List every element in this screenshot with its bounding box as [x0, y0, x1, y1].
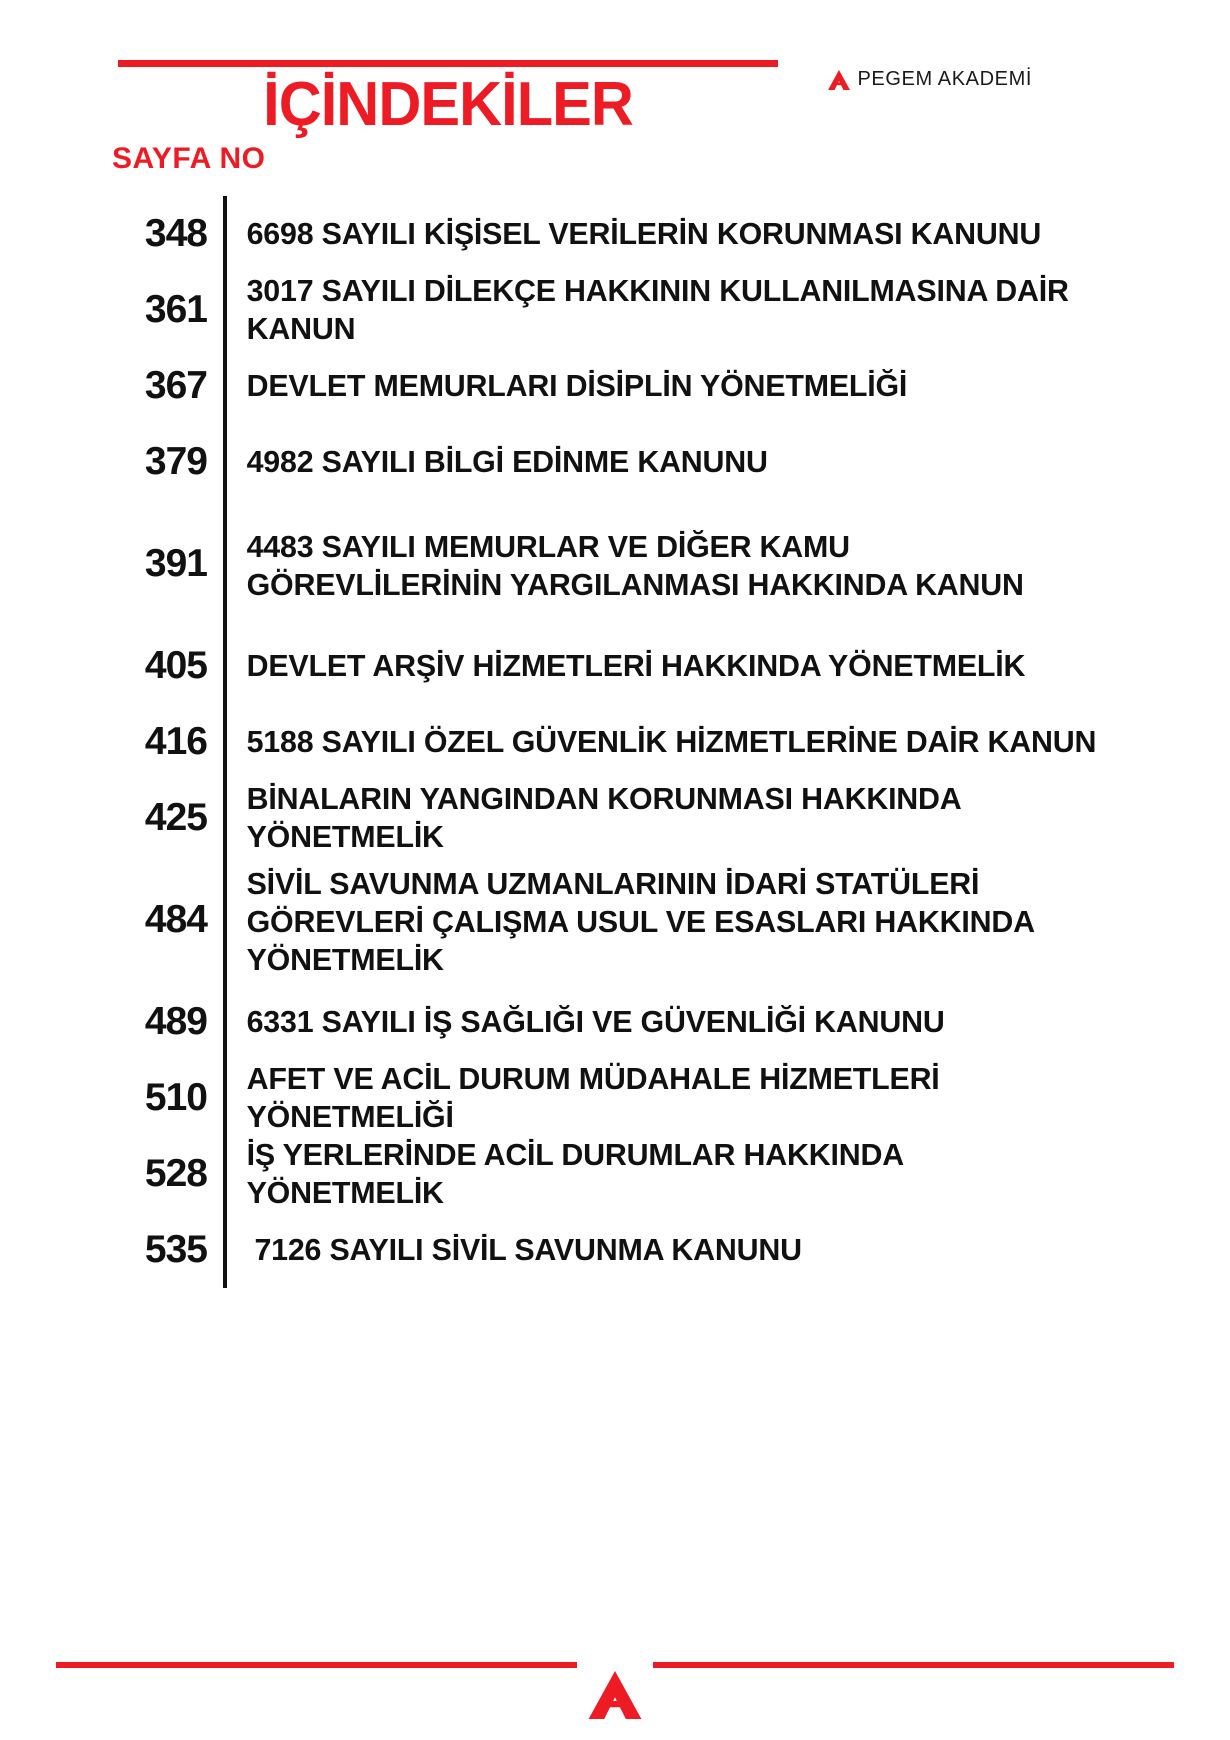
- toc-entry[interactable]: [118, 272, 1118, 348]
- toc-entry-page-number: 484: [144, 898, 207, 941]
- page-number-column-label: SAYFA NO: [112, 142, 266, 175]
- toc-entry[interactable]: [118, 348, 1118, 424]
- toc-entry[interactable]: [118, 1136, 1118, 1212]
- toc-entry-title: DEVLET MEMURLARI DİSİPLİN YÖNETMELİĞİ: [246, 368, 908, 404]
- toc-entry[interactable]: [118, 780, 1118, 856]
- toc-entry-title: 6698 SAYILI KİŞİSEL VERİLERİN KORUNMASI KANUNU: [246, 216, 1042, 252]
- toc-entry-title: İŞ YERLERİNDE ACİL DURUMLAR HAKKINDA YÖNETMELİK: [246, 1137, 903, 1210]
- header-top-rule: [118, 60, 778, 67]
- toc-entry-page-number: 528: [144, 1152, 207, 1195]
- toc-entry-title: 4982 SAYILI BİLGİ EDİNME KANUNU: [246, 444, 768, 480]
- toc-list: [118, 196, 1118, 1288]
- toc-entry[interactable]: [118, 196, 1118, 272]
- pegem-a-logo-icon: [828, 70, 850, 90]
- toc-entry-page-number: 361: [144, 288, 207, 331]
- brand-logo: [828, 68, 1032, 91]
- toc-entry-title: 7126 SAYILI SİVİL SAVUNMA KANUNU: [254, 1232, 802, 1268]
- toc-entry[interactable]: [118, 1212, 1118, 1288]
- toc-entry-title: SİVİL SAVUNMA UZMANLARININ İDARİ STATÜLERİ GÖREVLERİ ÇALIŞMA USUL VE ESASLARI HAKKINDA YÖNETMELİK: [246, 866, 1034, 977]
- footer-logo-icon: [577, 1662, 653, 1728]
- toc-entry-title: 3017 SAYILI DİLEKÇE HAKKININ KULLANILMASINA DAİR KANUN: [246, 273, 1069, 346]
- toc-entry-page-number: 405: [144, 644, 207, 687]
- toc-entry-page-number: 379: [144, 440, 207, 483]
- toc-entry-page-number: 510: [144, 1076, 207, 1119]
- toc-entry-title: 6331 SAYILI İŞ SAĞLIĞI VE GÜVENLİĞİ KANUNU: [246, 1004, 945, 1040]
- toc-entry[interactable]: [118, 424, 1118, 500]
- toc-entry-title: AFET VE ACİL DURUM MÜDAHALE HİZMETLERİ YÖNETMELİĞİ: [246, 1061, 940, 1134]
- toc-entry-title: 4483 SAYILI MEMURLAR VE DİĞER KAMU GÖREVLİLERİNİN YARGILANMASI HAKKINDA KANUN: [246, 529, 1024, 602]
- toc-entry-page-number: 416: [144, 720, 207, 763]
- toc-entry[interactable]: [118, 500, 1118, 628]
- toc-entry-page-number: 489: [144, 1000, 207, 1043]
- toc-entry-page-number: 348: [144, 212, 207, 255]
- toc-entry[interactable]: [118, 984, 1118, 1060]
- toc-entry-title: 5188 SAYILI ÖZEL GÜVENLİK HİZMETLERİNE DAİR KANUN: [246, 724, 1097, 760]
- toc-entry-page-number: 535: [144, 1228, 207, 1271]
- toc-entry[interactable]: [118, 628, 1118, 704]
- toc-entry[interactable]: [118, 856, 1118, 984]
- toc-entry-title: BİNALARIN YANGINDAN KORUNMASI HAKKINDA YÖNETMELİK: [246, 781, 961, 854]
- toc-entry[interactable]: [118, 1060, 1118, 1136]
- toc-entry[interactable]: [118, 704, 1118, 780]
- page-title: İÇİNDEKİLER: [263, 70, 633, 139]
- brand-name: PEGEM AKADEMİ: [857, 68, 1032, 90]
- toc-entry-page-number: 367: [144, 364, 207, 407]
- toc-entry-page-number: 391: [144, 542, 207, 585]
- toc-entry-title: DEVLET ARŞİV HİZMETLERİ HAKKINDA YÖNETMELİK: [246, 648, 1026, 684]
- toc-entry-page-number: 425: [144, 796, 207, 839]
